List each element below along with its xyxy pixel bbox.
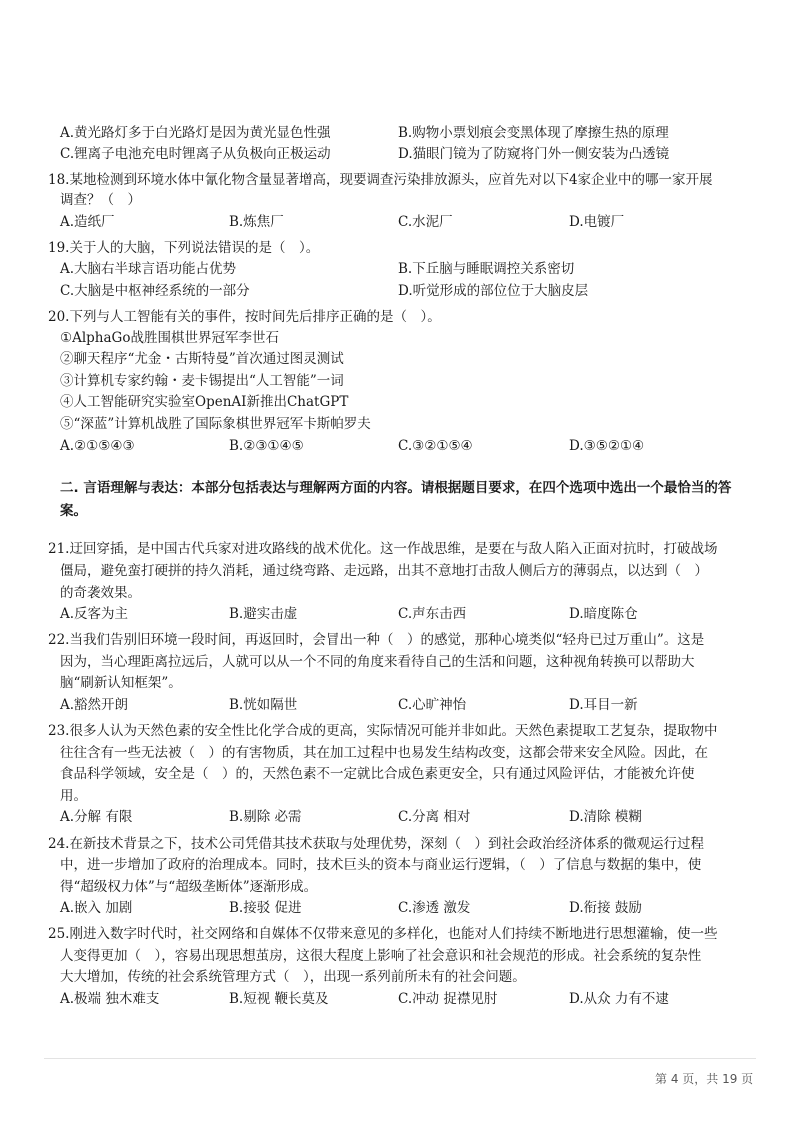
q21-option-b: B.避实击虚 [229, 606, 298, 622]
q22-option-d: D.耳目一新 [569, 697, 638, 713]
q24-option-b: B.接驳 促进 [229, 900, 302, 916]
q22-stem-line1: 22.当我们告别旧环境一段时间，再返回时，会冒出一种（ ）的感觉，那种心境类似“轻舟已过万重山”。这是 [48, 632, 705, 648]
q23-stem-line3: 食品科学领域，安全是（ ）的，天然色素不一定就比合成色素更安全，只有通过风险评估，才能被允许使 [60, 766, 695, 782]
q19-option-c: C.大脑是中枢神经系统的一部分 [60, 283, 250, 299]
q25-option-d: D.从众 力有不逮 [569, 991, 669, 1007]
q19-stem: 19.关于人的大脑，下列说法错误的是（ ）。 [48, 240, 320, 256]
q17-option-b: B.购物小票划痕会变黑体现了摩擦生热的原理 [398, 125, 669, 141]
q20-item-2: ②聊天程序“尤金・古斯特曼”首次通过图灵测试 [60, 351, 344, 367]
q23-option-a: A.分解 有限 [60, 809, 133, 825]
q21-stem-line1: 21.迂回穿插，是中国古代兵家对进攻路线的战术优化。这一作战思维，是要在与敌人陷入正面对抗时，打破战场 [48, 541, 718, 557]
q18-option-c: C.水泥厂 [398, 214, 453, 230]
q19-option-a: A.大脑右半球言语功能占优势 [60, 261, 237, 277]
q25-option-a: A.极端 独木难支 [60, 991, 160, 1007]
q20-option-b: B.②③①④⑤ [229, 438, 304, 454]
q25-stem-line1: 25.刚进入数字时代时，社交网络和自媒体不仅带来意见的多样化，也能对人们持续不断地进行思想灌输，使一些 [48, 926, 718, 942]
q22-option-c: C.心旷神怡 [398, 697, 467, 713]
q20-item-4: ④人工智能研究实验室OpenAI新推出ChatGPT [60, 394, 349, 410]
q24-option-a: A.嵌入 加剧 [60, 900, 133, 916]
q23-option-b: B.剔除 必需 [229, 809, 302, 825]
q22-stem-line2: 因为，当心理距离拉远后，人就可以从一个不同的角度来看待自己的生活和问题，这种视角转换可以帮助大 [60, 654, 695, 670]
q21-option-c: C.声东击西 [398, 606, 467, 622]
q21-option-a: A.反客为主 [60, 606, 129, 622]
q17-option-d: D.猫眼门镜为了防窥将门外一侧安装为凸透镜 [398, 146, 670, 162]
q21-stem-line3: 的奇袭效果。 [60, 585, 141, 601]
q20-item-1: ①AlphaGo战胜围棋世界冠军李世石 [60, 330, 279, 346]
q23-option-c: C.分离 相对 [398, 809, 471, 825]
q18-option-d: D.电镀厂 [569, 214, 625, 230]
q24-stem-line1: 24.在新技术背景之下，技术公司凭借其技术获取与处理优势，深刻（ ）到社会政治经济体系的微观运行过程 [48, 836, 704, 852]
q22-stem-line3: 脑“刷新认知框架”。 [60, 675, 182, 691]
q24-stem-line3: 得“超级权力体”与“超级垄断体”逐渐形成。 [60, 879, 318, 895]
q20-option-d: D.③⑤②①④ [569, 438, 645, 454]
q20-option-a: A.②①⑤④③ [60, 438, 135, 454]
q18-option-b: B.炼焦厂 [229, 214, 284, 230]
q18-option-a: A.造纸厂 [60, 214, 115, 230]
q21-stem-line2: 僵局，避免蛮打硬拼的持久消耗，通过绕弯路、走远路，出其不意地打击敌人侧后方的薄弱点，以达到（ ） [60, 563, 708, 579]
q20-item-5: ⑤“深蓝”计算机战胜了国际象棋世界冠军卡斯帕罗夫 [60, 416, 371, 432]
footer-divider [44, 1058, 756, 1059]
q22-option-b: B.恍如隔世 [229, 697, 298, 713]
q18-stem-line1: 18.某地检测到环境水体中氰化物含量显著增高，现要调查污染排放源头，应首先对以下4家企业中的哪一家开展 [48, 172, 713, 188]
q25-option-b: B.短视 鞭长莫及 [229, 991, 329, 1007]
page-number: 第 4 页，共 19 页 [655, 1072, 754, 1086]
q18-stem-line2: 调查？（ ） [60, 192, 141, 208]
q20-option-c: C.③②①⑤④ [398, 438, 473, 454]
q19-option-d: D.听觉形成的部位位于大脑皮层 [398, 283, 589, 299]
q25-option-c: C.冲动 捉襟见肘 [398, 991, 498, 1007]
q23-stem-line1: 23.很多人认为天然色素的安全性比化学合成的更高，实际情况可能并非如此。天然色素提取工艺复杂，提取物中 [48, 723, 718, 739]
q23-stem-line4: 用。 [60, 788, 87, 804]
q22-option-a: A.豁然开朗 [60, 697, 129, 713]
q23-stem-line2: 往往含有一些无法被（ ）的有害物质，其在加工过程中也易发生结构改变，这都会带来安全风险。因此，在 [60, 745, 708, 761]
q17-option-c: C.锂离子电池充电时锂离子从负极向正极运动 [60, 146, 331, 162]
q23-option-d: D.清除 模糊 [569, 809, 642, 825]
q21-option-d: D.暗度陈仓 [569, 606, 638, 622]
q17-option-a: A.黄光路灯多于白光路灯是因为黄光显色性强 [60, 125, 331, 141]
q25-stem-line3: 大大增加，传统的社会系统管理方式（ ），出现一系列前所未有的社会问题。 [60, 969, 526, 985]
section-heading: 二. 言语理解与表达：本部分包括表达与理解两方面的内容。请根据题目要求，在四个选项中选出一个最恰当的答案。 [60, 480, 732, 519]
q20-stem: 20.下列与人工智能有关的事件，按时间先后排序正确的是（ ）。 [48, 309, 441, 325]
q24-stem-line2: 中，进一步增加了政府的治理成本。同时，技术巨头的资本与商业运行逻辑，（ ）了信息与数据的集中，使 [60, 857, 702, 873]
q19-option-b: B.下丘脑与睡眠调控关系密切 [398, 261, 575, 277]
q24-option-c: C.渗透 激发 [398, 900, 471, 916]
q20-item-3: ③计算机专家约翰・麦卡锡提出“人工智能”一词 [60, 373, 344, 389]
q25-stem-line2: 人变得更加（ ），容易出现思想茧房，这很大程度上影响了社会意识和社会规范的形成。社会系统的复杂性 [60, 948, 702, 964]
q24-option-d: D.衔接 鼓励 [569, 900, 642, 916]
